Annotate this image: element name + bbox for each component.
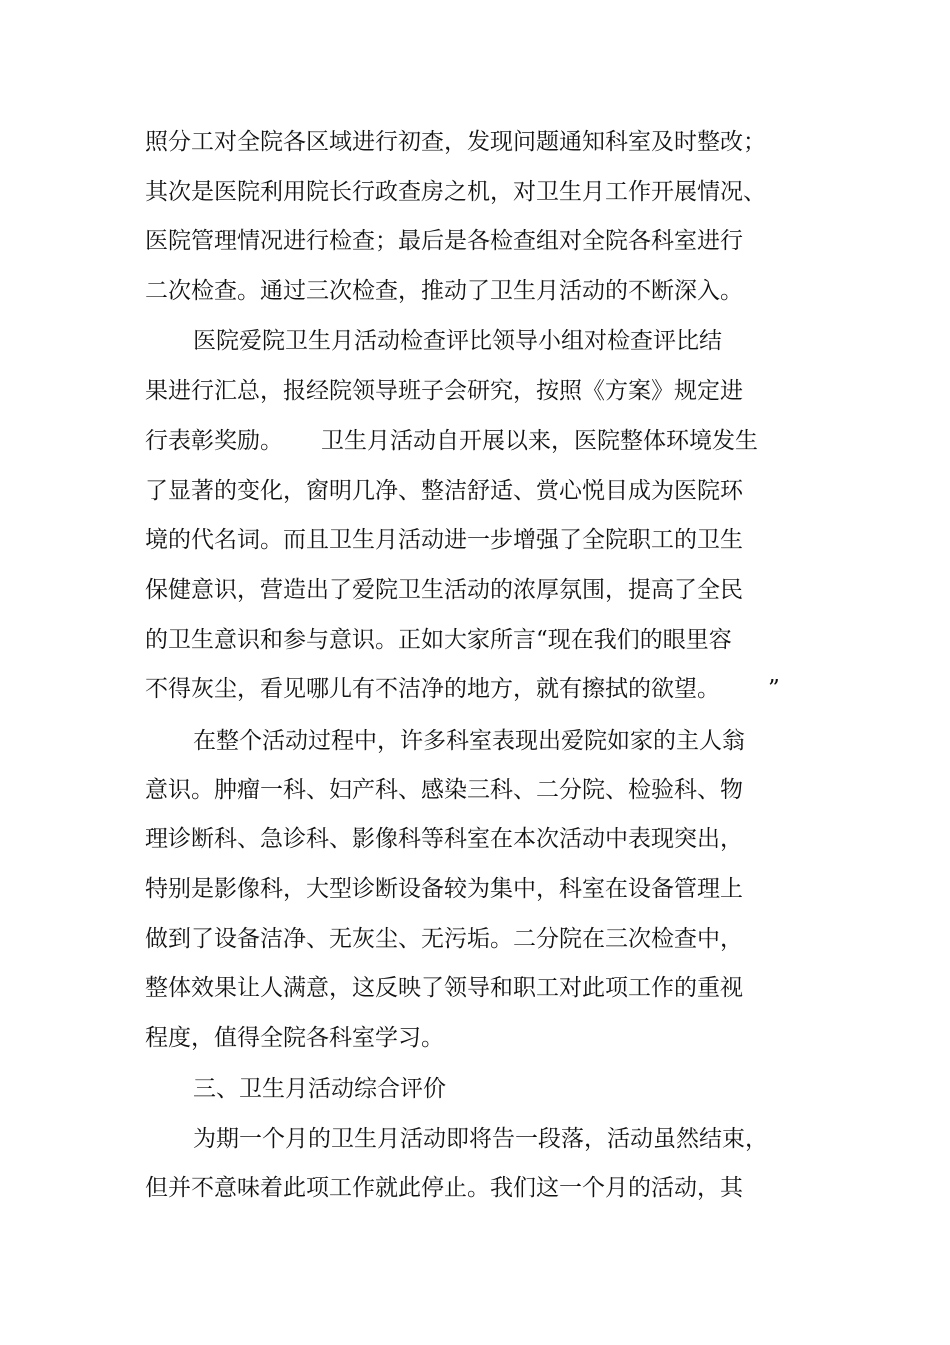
text-line: 不得灰尘，看见哪儿有不洁净的地方，就有擦拭的欲望。 (145, 676, 720, 702)
text-line: 照分工对全院各区域进行初查，发现问题通知科室及时整改； (145, 129, 766, 155)
text-line: 程度，值得全院各科室学习。 (145, 1025, 444, 1051)
paragraph-start-line: 医院爱院卫生月活动检查评比领导小组对检查评比结 (193, 328, 722, 354)
paragraph-start-line: 为期一个月的卫生月活动即将告一段落，活动虽然结束， (193, 1126, 768, 1152)
text-segment: 卫生月活动自开展以来，医院整体环境发生 (321, 428, 758, 454)
text-line: 二次检查。通过三次检查，推动了卫生月活动的不断深入。 (145, 278, 743, 304)
text-line: 整体效果让人满意，这反映了领导和职工对此项工作的重视 (145, 975, 743, 1001)
closing-quote: ” (768, 676, 780, 702)
text-line: 医院管理情况进行检查；最后是各检查组对全院各科室进行 (145, 228, 743, 254)
text-line: 但并不意味着此项工作就此停止。我们这一个月的活动，其 (145, 1175, 743, 1201)
paragraph-start-line: 在整个活动过程中，许多科室表现出爱院如家的主人翁 (193, 728, 745, 754)
text-line: 特别是影像科，大型诊断设备较为集中，科室在设备管理上 (145, 876, 743, 902)
text-line: 保健意识，营造出了爱院卫生活动的浓厚氛围，提高了全民 (145, 577, 743, 603)
text-segment: 行表彰奖励。 (145, 428, 283, 454)
text-line: 意识。肿瘤一科、妇产科、感染三科、二分院、检验科、物 (145, 777, 743, 803)
text-line: 的卫生意识和参与意识。正如大家所言“现在我们的眼里容 (145, 627, 732, 653)
section-heading: 三、卫生月活动综合评价 (193, 1076, 446, 1102)
text-line: 境的代名词。而且卫生月活动进一步增强了全院职工的卫生 (145, 527, 743, 553)
text-line: 了显著的变化，窗明几净、整洁舒适、赏心悦目成为医院环 (145, 478, 743, 504)
text-line-with-gap (145, 421, 758, 461)
text-line: 果进行汇总，报经院领导班子会研究，按照《方案》规定进 (145, 378, 743, 404)
text-line: 做到了设备洁净、无灰尘、无污垢。二分院在三次检查中， (145, 926, 743, 952)
text-line: 其次是医院利用院长行政查房之机，对卫生月工作开展情况、 (145, 179, 766, 205)
text-line: 理诊断科、急诊科、影像科等科室在本次活动中表现突出， (145, 826, 743, 852)
